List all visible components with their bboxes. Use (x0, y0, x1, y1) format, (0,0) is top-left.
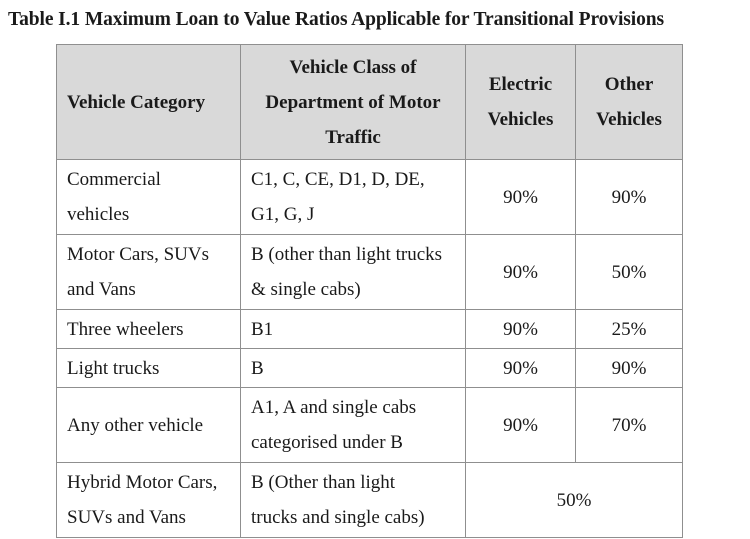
vehicle-category-cell: Three wheelers (57, 310, 241, 349)
electric-ratio-cell: 90% (466, 160, 576, 235)
vehicle-class-cell: B1 (241, 310, 466, 349)
header-other-line-2: Vehicles (596, 109, 662, 130)
header-row (57, 45, 683, 160)
header-other-line-1: Other (604, 74, 654, 95)
vehicle-class-line: G1, G, J (251, 204, 315, 225)
vehicle-class-line: A1, A and single cabs (251, 397, 417, 418)
vehicle-category-line: SUVs and Vans (67, 507, 186, 528)
other-ratio-cell: 25% (576, 310, 683, 349)
electric-ratio-cell: 90% (466, 310, 576, 349)
vehicle-class-line: trucks and single cabs) (251, 507, 425, 528)
vehicle-class-cell (241, 235, 466, 310)
header-vehicle-category (57, 45, 241, 160)
vehicle-category-cell (57, 160, 241, 235)
loan-to-value-table (56, 44, 683, 538)
header-electric-line-1: Electric (488, 74, 553, 95)
header-other-vehicles (576, 45, 683, 160)
electric-ratio-cell: 90% (466, 235, 576, 310)
table-row (57, 463, 683, 538)
header-vehicle-class (241, 45, 466, 160)
table-row (57, 160, 683, 235)
vehicle-category-cell (57, 235, 241, 310)
header-vehicle-class-line-3: Traffic (325, 126, 381, 148)
header-electric-line-2: Vehicles (487, 109, 554, 130)
other-ratio-cell: 70% (576, 388, 683, 463)
header-vehicle-category-label: Vehicle Category (67, 91, 206, 113)
vehicle-class-line: B (Other than light (251, 472, 396, 493)
table-row (57, 388, 683, 463)
header-vehicle-class-line-1: Vehicle Class of (289, 56, 417, 78)
table-row (57, 310, 683, 349)
table-row (57, 349, 683, 388)
vehicle-class-cell: B (241, 349, 466, 388)
vehicle-category-line: Motor Cars, SUVs (67, 244, 209, 265)
vehicle-class-cell (241, 463, 466, 538)
other-ratio-cell: 90% (576, 160, 683, 235)
vehicle-class-cell (241, 160, 466, 235)
vehicle-category-cell: Light trucks (57, 349, 241, 388)
vehicle-category-line: Commercial (67, 169, 161, 190)
combined-ratio-cell: 50% (466, 463, 683, 538)
other-ratio-cell: 50% (576, 235, 683, 310)
table-row (57, 235, 683, 310)
vehicle-category-cell (57, 463, 241, 538)
vehicle-category-line: Hybrid Motor Cars, (67, 472, 218, 493)
electric-ratio-cell: 90% (466, 349, 576, 388)
header-electric-vehicles (466, 45, 576, 160)
electric-ratio-cell: 90% (466, 388, 576, 463)
vehicle-class-line: & single cabs) (251, 279, 361, 300)
vehicle-class-cell (241, 388, 466, 463)
vehicle-class-line: B (other than light trucks (251, 244, 443, 265)
vehicle-category-cell: Any other vehicle (57, 388, 241, 463)
vehicle-category-line: and Vans (67, 279, 136, 300)
vehicle-category-line: vehicles (67, 204, 130, 225)
vehicle-class-line: categorised under B (251, 432, 403, 453)
vehicle-class-line: C1, C, CE, D1, D, DE, (251, 169, 425, 190)
table-title: Table I.1 Maximum Loan to Value Ratios Applicable for Transitional Provisions (8, 9, 664, 30)
header-vehicle-class-line-2: Department of Motor (265, 91, 441, 113)
other-ratio-cell: 90% (576, 349, 683, 388)
